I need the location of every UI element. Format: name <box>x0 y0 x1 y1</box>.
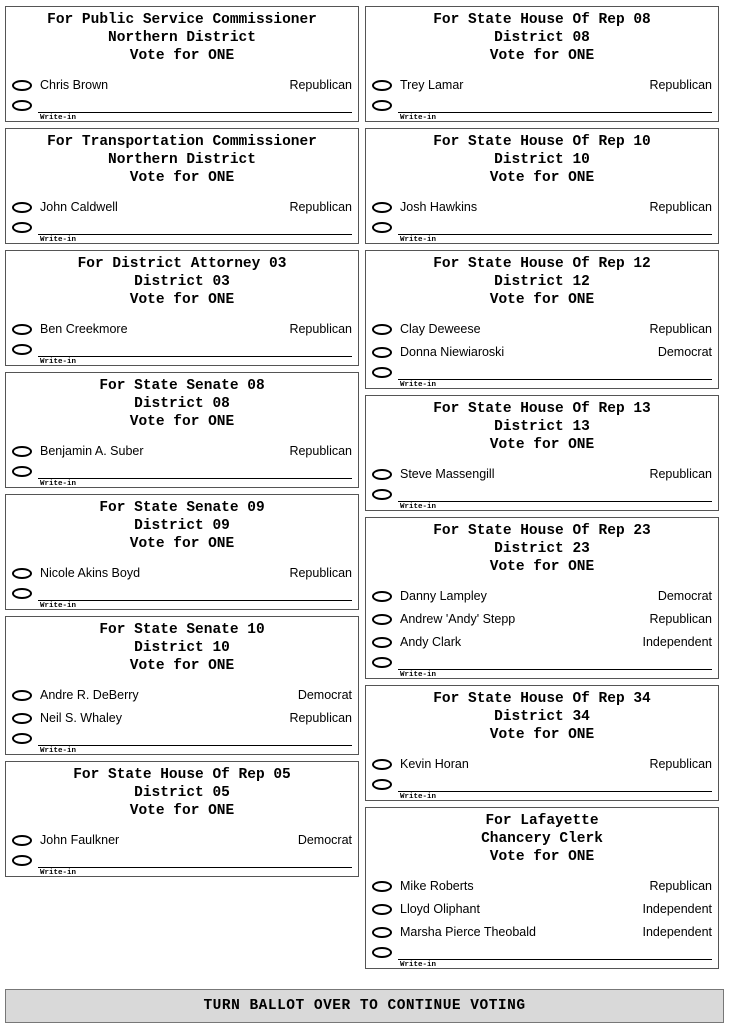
write-in-option[interactable] <box>372 947 712 969</box>
write-in-option[interactable] <box>372 100 712 122</box>
contest-subtitle: District 08 <box>494 30 590 46</box>
write-in-line[interactable] <box>38 867 352 868</box>
write-in-oval[interactable] <box>372 657 392 668</box>
write-in-label: Write-in <box>40 236 77 244</box>
contest-header <box>366 686 718 744</box>
vote-oval[interactable] <box>12 446 32 457</box>
vote-oval[interactable] <box>372 904 392 915</box>
candidate-option[interactable] <box>12 77 352 95</box>
vote-oval[interactable] <box>372 324 392 335</box>
candidate-name: Andrew 'Andy' Stepp <box>400 612 516 626</box>
contest-box <box>5 616 359 755</box>
candidate-option[interactable] <box>12 199 352 217</box>
candidate-name: Clay Deweese <box>400 322 481 336</box>
write-in-label: Write-in <box>40 358 77 366</box>
vote-oval[interactable] <box>12 690 32 701</box>
vote-instruction: Vote for ONE <box>129 292 235 308</box>
contest-title: For District Attorney 03 <box>77 256 287 272</box>
vote-oval[interactable] <box>12 80 32 91</box>
contest-title: For State House Of Rep 12 <box>433 256 651 272</box>
vote-instruction: Vote for ONE <box>129 658 235 674</box>
write-in-option[interactable] <box>12 855 352 877</box>
write-in-option[interactable] <box>12 344 352 366</box>
write-in-label: Write-in <box>40 480 77 488</box>
write-in-oval[interactable] <box>12 588 32 599</box>
candidate-option[interactable] <box>372 756 712 774</box>
write-in-line[interactable] <box>398 112 712 113</box>
write-in-line[interactable] <box>398 669 712 670</box>
vote-oval[interactable] <box>12 202 32 213</box>
vote-instruction: Vote for ONE <box>489 437 595 453</box>
vote-instruction: Vote for ONE <box>489 170 595 186</box>
candidate-party: Republican <box>649 879 712 893</box>
write-in-label: Write-in <box>400 671 437 679</box>
candidate-party: Republican <box>649 467 712 481</box>
write-in-oval[interactable] <box>372 489 392 500</box>
contest-box <box>365 6 719 122</box>
candidate-party: Democrat <box>657 589 712 603</box>
contest-subtitle: District 09 <box>134 518 230 534</box>
candidate-party: Republican <box>649 757 712 771</box>
vote-oval[interactable] <box>372 347 392 358</box>
contest-box <box>365 250 719 389</box>
candidate-option[interactable] <box>372 344 712 362</box>
contest-subtitle: District 23 <box>494 541 590 557</box>
contest-title: For State House Of Rep 08 <box>433 12 651 28</box>
vote-oval[interactable] <box>372 469 392 480</box>
candidate-name: Trey Lamar <box>400 78 464 92</box>
write-in-line[interactable] <box>38 234 352 235</box>
write-in-oval[interactable] <box>12 222 32 233</box>
candidate-party: Republican <box>649 322 712 336</box>
contest-header <box>366 251 718 309</box>
contest-header <box>6 7 358 65</box>
write-in-option[interactable] <box>12 100 352 122</box>
contest-header <box>366 518 718 576</box>
write-in-oval[interactable] <box>372 947 392 958</box>
candidate-name: Nicole Akins Boyd <box>40 566 141 580</box>
candidate-name: Steve Massengill <box>400 467 495 481</box>
write-in-label: Write-in <box>400 503 437 511</box>
write-in-label: Write-in <box>40 869 77 877</box>
write-in-option[interactable] <box>372 222 712 244</box>
candidate-name: Lloyd Oliphant <box>400 902 480 916</box>
vote-instruction: Vote for ONE <box>129 170 235 186</box>
vote-oval[interactable] <box>372 614 392 625</box>
contest-box <box>5 250 359 366</box>
contest-subtitle: District 12 <box>494 274 590 290</box>
contest-header <box>366 7 718 65</box>
contest-title: For State House Of Rep 23 <box>433 523 651 539</box>
candidate-name: Donna Niewiaroski <box>400 345 505 359</box>
candidate-name: Danny Lampley <box>400 589 487 603</box>
candidate-option[interactable] <box>372 588 712 606</box>
vote-instruction: Vote for ONE <box>129 803 235 819</box>
contest-box <box>365 395 719 511</box>
write-in-line[interactable] <box>398 379 712 380</box>
vote-instruction: Vote for ONE <box>129 48 235 64</box>
candidate-option[interactable] <box>12 687 352 705</box>
vote-oval[interactable] <box>372 202 392 213</box>
vote-oval[interactable] <box>12 568 32 579</box>
candidate-party: Democrat <box>297 688 352 702</box>
candidate-option[interactable] <box>12 443 352 461</box>
write-in-oval[interactable] <box>12 344 32 355</box>
contest-title: For Lafayette <box>485 813 599 829</box>
candidate-option[interactable] <box>372 901 712 919</box>
contest-subtitle: Northern District <box>108 30 256 46</box>
candidate-name: Benjamin A. Suber <box>40 444 144 458</box>
candidate-name: John Caldwell <box>40 200 118 214</box>
contest-title: For Transportation Commissioner <box>47 134 317 150</box>
contest-title: For State House Of Rep 34 <box>433 691 651 707</box>
write-in-option[interactable] <box>12 733 352 755</box>
candidate-party: Democrat <box>657 345 712 359</box>
write-in-label: Write-in <box>400 961 437 969</box>
candidate-party: Independent <box>642 925 712 939</box>
vote-oval[interactable] <box>12 713 32 724</box>
contest-title: For State House Of Rep 10 <box>433 134 651 150</box>
vote-instruction: Vote for ONE <box>489 48 595 64</box>
contest-subtitle: District 05 <box>134 785 230 801</box>
contest-header <box>6 762 358 820</box>
write-in-option[interactable] <box>372 367 712 389</box>
candidate-party: Independent <box>642 635 712 649</box>
write-in-label: Write-in <box>40 602 77 610</box>
contest-subtitle: District 13 <box>494 419 590 435</box>
write-in-option[interactable] <box>12 466 352 488</box>
candidate-name: Kevin Horan <box>400 757 469 771</box>
candidate-name: Mike Roberts <box>400 879 474 893</box>
contest-box <box>5 761 359 877</box>
vote-instruction: Vote for ONE <box>129 536 235 552</box>
candidate-option[interactable] <box>372 321 712 339</box>
write-in-option[interactable] <box>372 489 712 511</box>
vote-instruction: Vote for ONE <box>489 849 595 865</box>
contest-title: For State Senate 08 <box>99 378 265 394</box>
contest-box <box>365 807 719 969</box>
candidate-party: Republican <box>289 200 352 214</box>
contest-header <box>6 495 358 553</box>
contest-header <box>366 396 718 454</box>
candidate-party: Republican <box>289 444 352 458</box>
vote-oval[interactable] <box>372 759 392 770</box>
write-in-oval[interactable] <box>12 733 32 744</box>
contest-header <box>366 808 718 866</box>
candidate-option[interactable] <box>372 611 712 629</box>
contest-subtitle: District 08 <box>134 396 230 412</box>
contest-box <box>365 128 719 244</box>
write-in-label: Write-in <box>400 381 437 389</box>
contest-title: For State House Of Rep 05 <box>73 767 291 783</box>
candidate-option[interactable] <box>372 77 712 95</box>
write-in-line[interactable] <box>38 745 352 746</box>
candidate-party: Democrat <box>297 833 352 847</box>
vote-oval[interactable] <box>372 927 392 938</box>
contest-header <box>6 373 358 431</box>
candidate-option[interactable] <box>372 199 712 217</box>
contest-box <box>365 685 719 801</box>
contest-title: For State Senate 09 <box>99 500 265 516</box>
write-in-label: Write-in <box>400 114 437 122</box>
candidate-option[interactable] <box>12 565 352 583</box>
candidate-name: Marsha Pierce Theobald <box>400 925 536 939</box>
write-in-line[interactable] <box>38 478 352 479</box>
contest-subtitle: Northern District <box>108 152 256 168</box>
candidate-option[interactable] <box>372 634 712 652</box>
candidate-party: Republican <box>649 612 712 626</box>
vote-instruction: Vote for ONE <box>489 292 595 308</box>
contest-subtitle: Chancery Clerk <box>481 831 603 847</box>
candidate-option[interactable] <box>372 924 712 942</box>
write-in-label: Write-in <box>40 114 77 122</box>
vote-instruction: Vote for ONE <box>489 559 595 575</box>
contest-subtitle: District 03 <box>134 274 230 290</box>
contest-box <box>5 6 359 122</box>
candidate-option[interactable] <box>372 878 712 896</box>
write-in-line[interactable] <box>38 356 352 357</box>
candidate-name: John Faulkner <box>40 833 120 847</box>
candidate-name: Andy Clark <box>400 635 462 649</box>
write-in-label: Write-in <box>400 793 437 801</box>
candidate-party: Republican <box>649 78 712 92</box>
candidate-party: Republican <box>289 711 352 725</box>
turn-over-banner: TURN BALLOT OVER TO CONTINUE VOTING <box>5 989 724 1023</box>
write-in-oval[interactable] <box>372 779 392 790</box>
contest-title: For State Senate 10 <box>99 622 265 638</box>
write-in-line[interactable] <box>398 959 712 960</box>
vote-instruction: Vote for ONE <box>489 727 595 743</box>
contest-box <box>365 517 719 679</box>
write-in-oval[interactable] <box>12 100 32 111</box>
contest-header <box>6 251 358 309</box>
candidate-party: Independent <box>642 902 712 916</box>
write-in-label: Write-in <box>40 747 77 755</box>
candidate-option[interactable] <box>372 466 712 484</box>
write-in-oval[interactable] <box>372 367 392 378</box>
write-in-line[interactable] <box>38 600 352 601</box>
candidate-party: Republican <box>289 78 352 92</box>
contest-header <box>6 617 358 675</box>
vote-instruction: Vote for ONE <box>129 414 235 430</box>
contest-subtitle: District 10 <box>494 152 590 168</box>
candidate-name: Neil S. Whaley <box>40 711 122 725</box>
vote-oval[interactable] <box>12 324 32 335</box>
candidate-name: Andre R. DeBerry <box>40 688 139 702</box>
write-in-oval[interactable] <box>372 100 392 111</box>
write-in-option[interactable] <box>12 222 352 244</box>
write-in-oval[interactable] <box>12 466 32 477</box>
vote-oval[interactable] <box>372 637 392 648</box>
write-in-oval[interactable] <box>372 222 392 233</box>
contest-box <box>5 494 359 610</box>
vote-oval[interactable] <box>372 881 392 892</box>
write-in-oval[interactable] <box>12 855 32 866</box>
vote-oval[interactable] <box>12 835 32 846</box>
candidate-option[interactable] <box>12 710 352 728</box>
write-in-line[interactable] <box>38 112 352 113</box>
contest-box <box>5 128 359 244</box>
write-in-option[interactable] <box>372 657 712 679</box>
write-in-label: Write-in <box>400 236 437 244</box>
contest-header <box>6 129 358 187</box>
candidate-name: Ben Creekmore <box>40 322 128 336</box>
vote-oval[interactable] <box>372 591 392 602</box>
candidate-party: Republican <box>649 200 712 214</box>
write-in-option[interactable] <box>372 779 712 801</box>
write-in-line[interactable] <box>398 501 712 502</box>
contest-title: For State House Of Rep 13 <box>433 401 651 417</box>
contest-header <box>366 129 718 187</box>
candidate-name: Josh Hawkins <box>400 200 478 214</box>
candidate-name: Chris Brown <box>40 78 109 92</box>
candidate-party: Republican <box>289 322 352 336</box>
candidate-option[interactable] <box>12 321 352 339</box>
contest-subtitle: District 34 <box>494 709 590 725</box>
contest-title: For Public Service Commissioner <box>47 12 317 28</box>
contest-subtitle: District 10 <box>134 640 230 656</box>
write-in-line[interactable] <box>398 234 712 235</box>
write-in-option[interactable] <box>12 588 352 610</box>
candidate-party: Republican <box>289 566 352 580</box>
vote-oval[interactable] <box>372 80 392 91</box>
write-in-line[interactable] <box>398 791 712 792</box>
candidate-option[interactable] <box>12 832 352 850</box>
contest-box <box>5 372 359 488</box>
